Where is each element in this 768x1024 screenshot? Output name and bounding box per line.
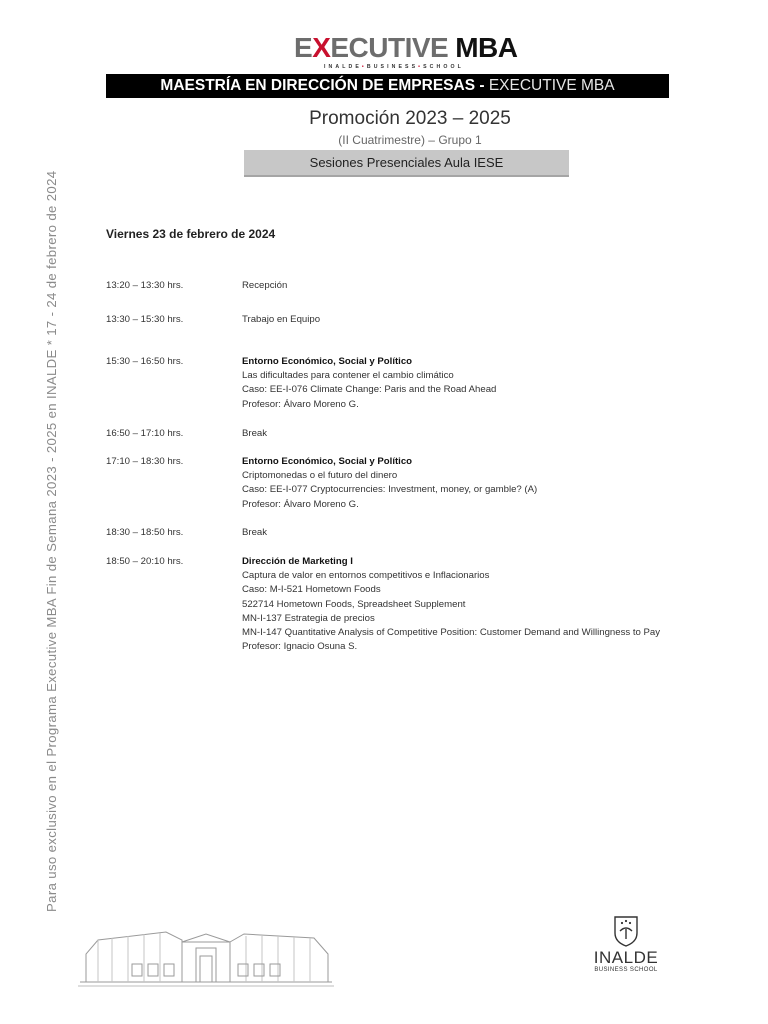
program-title: MAESTRÍA EN DIRECCIÓN DE EMPRESAS - [160, 77, 489, 94]
inalde-tagline: BUSINESS SCHOOL [594, 967, 658, 973]
inalde-logo [580, 915, 672, 987]
session-title: Entorno Económico, Social y Político [242, 456, 413, 467]
schedule-line: Break [242, 428, 268, 439]
schedule-line: Caso: EE-I-077 Cryptocurrencies: Investment, money, or gamble? (A) [242, 484, 538, 496]
schedule-detail [242, 355, 496, 412]
schedule-line: MN-I-137 Estrategia de precios [242, 612, 375, 624]
program-title-bar [106, 74, 669, 98]
schedule-line: Criptomonedas o el futuro del dinero [242, 470, 398, 482]
schedule-time: 13:20 – 13:30 hrs. [106, 280, 184, 291]
logo-sub-school: SCHOOL [423, 64, 464, 70]
schedule-line: Profesor: Álvaro Moreno G. [242, 398, 359, 410]
logo-wordmark [294, 33, 520, 63]
schedule-line: Break [242, 527, 268, 538]
logo-sub-business: BUSINESS [366, 64, 419, 70]
schedule-time: 18:50 – 20:10 hrs. [106, 556, 184, 567]
schedule-time: 13:30 – 15:30 hrs. [106, 314, 184, 325]
logo-word-mba: MBA [455, 32, 518, 63]
schedule-line: Profesor: Álvaro Moreno G. [242, 498, 359, 510]
day-heading: Viernes 23 de febrero de 2024 [106, 227, 276, 241]
campus-building-illustration [78, 928, 334, 988]
session-title: Dirección de Marketing I [242, 556, 353, 567]
schedule-line: Caso: EE-I-076 Climate Change: Paris and the Road Ahead [242, 384, 497, 396]
schedule-line: Recepción [242, 280, 288, 291]
schedule-time: 17:10 – 18:30 hrs. [106, 456, 184, 467]
schedule-detail [242, 455, 537, 512]
sessions-banner: Sesiones Presenciales Aula IESE [244, 150, 569, 177]
schedule-detail [242, 279, 287, 293]
schedule-detail [242, 526, 267, 540]
executive-mba-logo [294, 33, 520, 73]
logo-dot: • [418, 64, 424, 70]
schedule-line: MN-I-147 Quantitative Analysis of Competitive Position: Customer Demand and Willingness to Pay [242, 627, 661, 639]
shield-crest-icon [612, 915, 640, 947]
schedule-time: 18:30 – 18:50 hrs. [106, 527, 184, 538]
inalde-wordmark: INALDE [593, 948, 659, 967]
schedule-time: 16:50 – 17:10 hrs. [106, 428, 184, 439]
logo-letter-e: E [294, 32, 313, 63]
logo-word-ecutive: ECUTIVE [330, 32, 449, 63]
schedule-line: Caso: M-I-521 Hometown Foods [242, 584, 381, 596]
promotion-title: Promoción 2023 – 2025 [309, 108, 511, 129]
logo-dot: • [361, 64, 367, 70]
vertical-usage-note: Para uso exclusivo en el Programa Executive MBA Fin de Semana 2023 - 2025 en INALDE * 17 - 24 de febrero de 2024 [44, 170, 59, 912]
schedule-line: 522714 Hometown Foods, Spreadsheet Supplement [242, 598, 466, 610]
schedule-line: Las dificultades para contener el cambio climático [242, 370, 454, 382]
schedule-time: 15:30 – 16:50 hrs. [106, 356, 184, 367]
program-subtitle: EXECUTIVE MBA [488, 77, 615, 94]
schedule-line: Captura de valor en entornos competitivos e Inflacionarios [242, 570, 490, 582]
logo-sub-inalde: INALDE [324, 64, 362, 70]
schedule-detail [242, 427, 267, 441]
schedule-line: Trabajo en Equipo [242, 314, 321, 325]
group-subtitle: (II Cuatrimestre) – Grupo 1 [338, 133, 482, 147]
schedule-line: Profesor: Ignacio Osuna S. [242, 641, 358, 653]
session-title: Entorno Económico, Social y Político [242, 356, 413, 367]
logo-subline [324, 64, 520, 70]
logo-letter-x: X [312, 32, 331, 63]
schedule-detail [242, 313, 320, 327]
schedule-detail [242, 555, 660, 654]
